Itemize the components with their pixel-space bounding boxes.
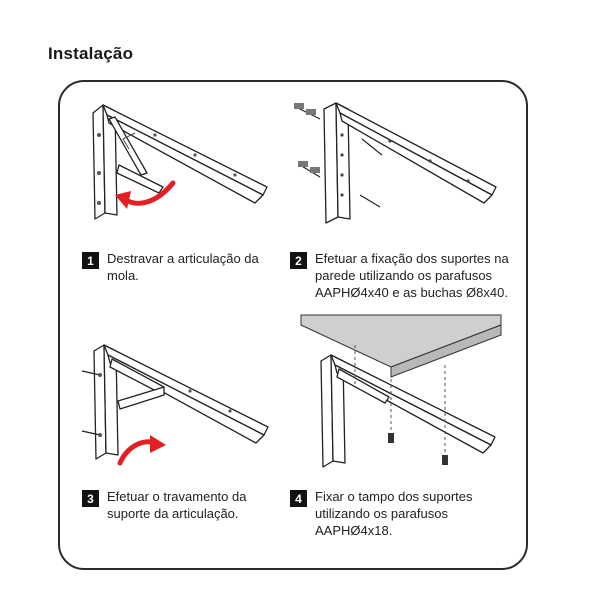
illustration-step-4: [295, 305, 510, 480]
step-1: [82, 250, 272, 284]
step-number: 4: [290, 490, 307, 507]
illustration-step-2: [290, 95, 505, 235]
step-number: 3: [82, 490, 99, 507]
page-title: Instalação: [48, 44, 134, 63]
step-text: Efetuar o travamento da suporte da articulação.: [107, 489, 247, 521]
step-text: Efetuar a fixação dos suportes na parede utilizando os parafusos AAPHØ4x40 e as buchas Ø8x40.: [315, 251, 509, 300]
step-3: [82, 488, 272, 522]
step-text: Fixar o tampo dos suportes utilizando os parafusos AAPHØ4x18.: [315, 489, 473, 538]
step-number: 2: [290, 252, 307, 269]
illustration-step-3: [80, 335, 280, 475]
step-text: Destravar a articulação da mola.: [107, 251, 259, 283]
step-2: [290, 250, 525, 301]
illustration-step-1: [85, 95, 285, 235]
step-4: [290, 488, 500, 539]
step-number: 1: [82, 252, 99, 269]
